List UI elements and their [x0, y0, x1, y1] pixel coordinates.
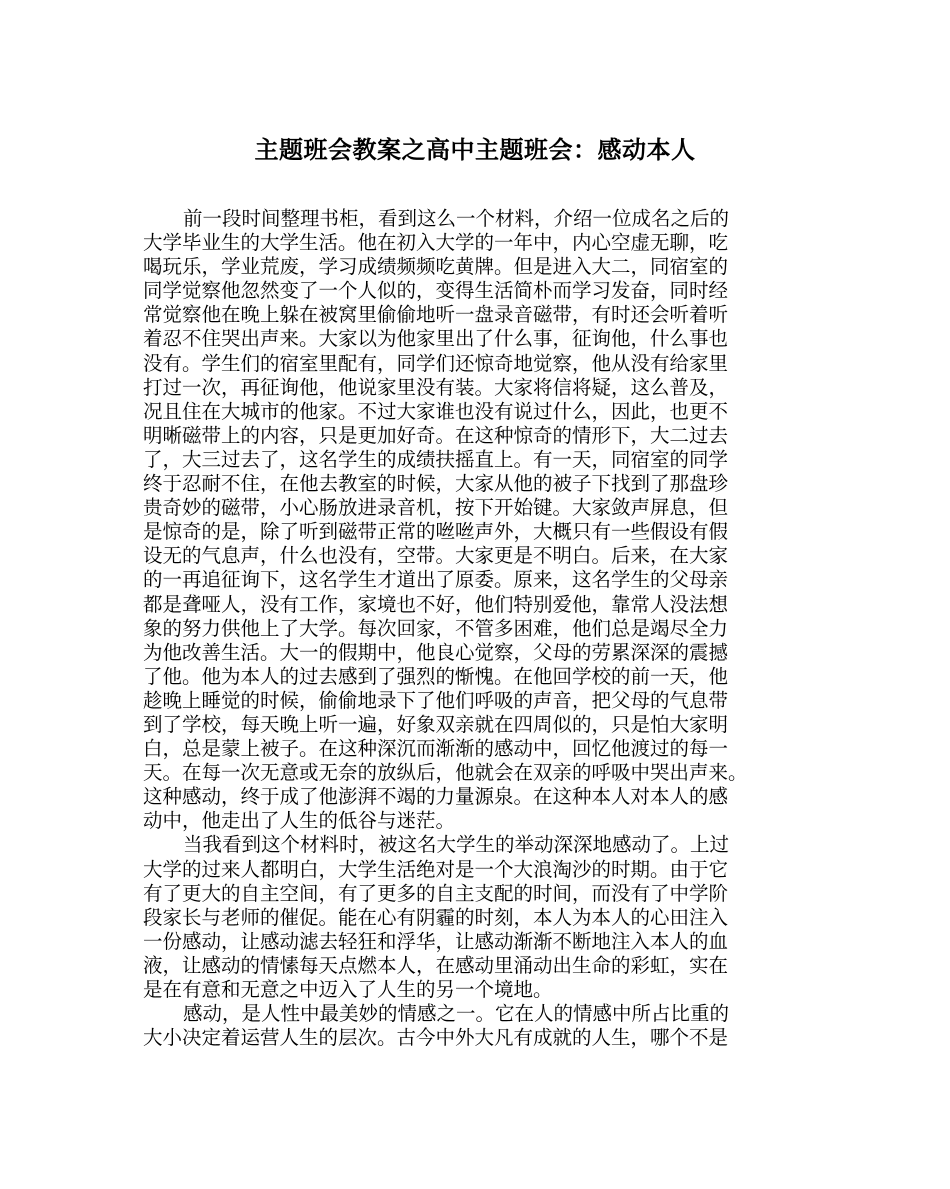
body-line: 终于忍耐不住，在他去教室的时候，大家从他的被子下找到了那盘珍	[143, 472, 729, 496]
document-body	[143, 207, 809, 1050]
body-line: 都是聋哑人，没有工作，家境也不好，他们特别爱他，靠常人没法想	[143, 592, 729, 616]
body-line: 有了更大的自主空间，有了更多的自主支配的时间，而没有了中学阶	[143, 881, 729, 905]
body-line: 象的努力供他上了大学。每次回家，不管多困难，他们总是竭尽全力	[143, 616, 729, 640]
body-line: 是在有意和无意之中迈入了人生的另一个境地。	[143, 978, 553, 1001]
body-line: 大学的过来人都明白，大学生活绝对是一个大浪淘沙的时期。由于它	[143, 857, 729, 881]
body-line: 大小决定着运营人生的层次。古今中外大凡有成就的人生，哪个不是	[143, 1026, 729, 1050]
body-line: 段家长与老师的催促。能在心有阴霾的时刻，本人为本人的心田注入	[143, 905, 729, 929]
body-line: 明晰磁带上的内容，只是更加好奇。在这种惊奇的情形下，大二过去	[143, 423, 729, 447]
body-line: 设无的气息声，什么也没有，空带。大家更是不明白。后来，在大家	[143, 544, 729, 568]
body-line: 感动，是人性中最美妙的情感之一。它在人的情感中所占比重的	[183, 1002, 730, 1026]
body-line: 大学毕业生的大学生活。他在初入大学的一年中，内心空虚无聊，吃	[143, 231, 729, 255]
body-line: 是惊奇的是，除了听到磁带正常的咝咝声外，大概只有一些假设有假	[143, 520, 729, 544]
body-line: 贵奇妙的磁带，小心肠放进录音机，按下开始键。大家敛声屏息，但	[143, 496, 729, 520]
body-line: 同学觉察他忽然变了一个人似的，变得生活简朴而学习发奋，同时经	[143, 279, 729, 303]
body-line: 前一段时间整理书柜，看到这么一个材料，介绍一位成名之后的	[183, 207, 730, 230]
body-line: 趁晚上睡觉的时候，偷偷地录下了他们呼吸的声音，把父母的气息带	[143, 688, 729, 712]
body-line: 打过一次，再征询他，他说家里没有装。大家将信将疑，这么普及，	[143, 375, 729, 399]
body-line: 到了学校，每天晚上听一遍，好象双亲就在四周似的，只是怕大家明	[143, 712, 729, 736]
body-line: 为他改善生活。大一的假期中，他良心觉察，父母的劳累深深的震撼	[143, 640, 729, 664]
body-line: 的一再追征询下，这名学生才道出了原委。原来，这名学生的父母亲	[143, 568, 729, 592]
body-line: 常觉察他在晚上躲在被窝里偷偷地听一盘录音磁带，有时还会听着听	[143, 303, 729, 327]
body-line: 了，大三过去了，这名学生的成绩扶摇直上。有一天，同宿室的同学	[143, 447, 729, 471]
body-line: 没有。学生们的宿室里配有，同学们还惊奇地觉察，他从没有给家里	[143, 351, 729, 375]
document-title: 主题班会教案之高中主题班会：感动本人	[254, 136, 696, 164]
body-line: 这种感动，终于成了他澎湃不竭的力量源泉。在这种本人对本人的感	[143, 785, 729, 809]
body-line: 喝玩乐，学业荒废，学习成绩频频吃黄牌。但是进入大二，同宿室的	[143, 255, 729, 279]
body-line: 液，让感动的情愫每天点燃本人，在感动里涌动出生命的彩虹，实在	[143, 953, 729, 977]
body-line: 当我看到这个材料时，被这名大学生的举动深深地感动了。上过	[183, 833, 730, 857]
body-line: 白，总是蒙上被子。在这种深沉而渐渐的感动中，回忆他渡过的每一	[143, 737, 729, 761]
body-line: 一份感动，让感动滤去轻狂和浮华，让感动渐渐不断地注入本人的血	[143, 929, 729, 953]
body-line: 了他。他为本人的过去感到了强烈的惭愧。在他回学校的前一天，他	[143, 664, 729, 688]
body-line: 着忍不住哭出声来。大家以为他家里出了什么事，征询他，什么事也	[143, 327, 729, 351]
body-line: 况且住在大城市的他家。不过大家谁也没有说过什么，因此，也更不	[143, 399, 729, 423]
body-line: 天。在每一次无意或无奈的放纵后，他就会在双亲的呼吸中哭出声来。	[143, 761, 748, 785]
body-line: 动中，他走出了人生的低谷与迷茫。	[143, 809, 456, 833]
